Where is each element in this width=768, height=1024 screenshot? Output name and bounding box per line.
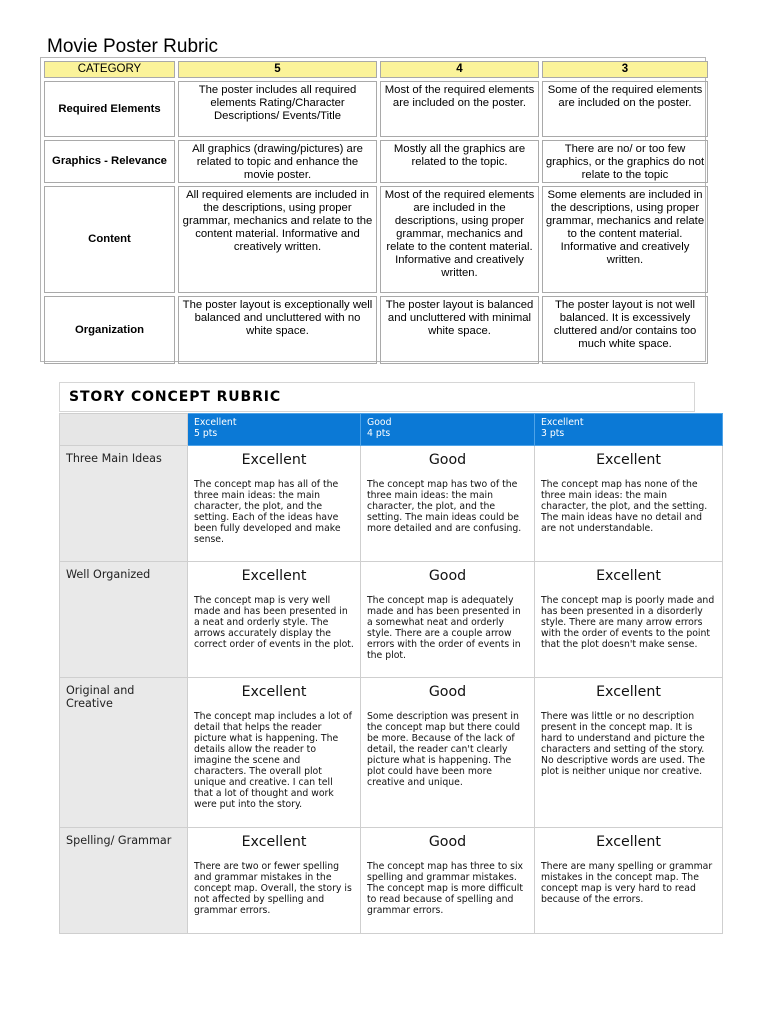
rating-label: Excellent bbox=[241, 452, 307, 468]
header-blank-cell bbox=[60, 414, 188, 446]
level-points: 4 pts bbox=[367, 428, 391, 439]
rating-label: Excellent bbox=[596, 568, 661, 584]
criterion-cell: Three Main Ideas bbox=[60, 446, 188, 562]
score-5-cell: The poster layout is exceptionally well balanced and uncluttered with no white space. bbox=[178, 296, 377, 364]
rating-label: Excellent bbox=[241, 568, 307, 584]
table-row bbox=[44, 296, 708, 364]
rating-cell bbox=[188, 828, 361, 934]
rating-cell bbox=[535, 828, 723, 934]
rating-description: The concept map is poorly made and has been presented in a disorderly style. There are many arrow errors with the order of events to the point that the plot doesn't make sense. bbox=[541, 595, 715, 650]
rating-cell bbox=[361, 678, 535, 828]
score-4-cell: The poster layout is balanced and uncluttered with minimal white space. bbox=[380, 296, 539, 364]
rating-label: Excellent bbox=[596, 452, 661, 468]
criterion-cell: Well Organized bbox=[60, 562, 188, 678]
score-3-cell: Some of the required elements are included on the poster. bbox=[542, 81, 708, 137]
score-3-cell: The poster layout is not well balanced. It is excessively cluttered and/or contains too much white space. bbox=[542, 296, 708, 364]
score-5-cell: The poster includes all required elements Rating/Character Descriptions/ Events/Title bbox=[178, 81, 377, 137]
rating-cell bbox=[535, 678, 723, 828]
rating-label: Excellent bbox=[241, 684, 307, 700]
score-5-cell: All required elements are included in the descriptions, using proper grammar, mechanics and relate to the content material. Informative and creatively written. bbox=[178, 186, 377, 293]
level-name: Excellent bbox=[194, 417, 237, 428]
movie-poster-rubric-table bbox=[41, 58, 711, 367]
rating-description: The concept map has all of the three main ideas: the main character, the plot, and the setting. Each of the ideas have been fully developed and make sense. bbox=[194, 479, 341, 545]
rating-description: There are many spelling or grammar mistakes in the concept map. The concept map is very hard to read because of the errors. bbox=[541, 861, 713, 905]
rating-description: The concept map includes a lot of detail that helps the reader picture what is happening. The details allow the reader to imagine the scene and characters. The overall plot unique and creative. I can tell that a lot of thought and work were put into the story. bbox=[194, 711, 352, 810]
rating-label: Excellent bbox=[596, 834, 661, 850]
category-cell: Organization bbox=[44, 296, 175, 364]
rating-label: Good bbox=[428, 568, 467, 584]
level-points: 5 pts bbox=[194, 428, 218, 439]
table-row bbox=[60, 828, 723, 934]
rating-description: Some description was present in the concept map but there could be more. Because of the lack of detail, the reader can't clearly picture what is happening. The plot could have been more creative and unique. bbox=[367, 711, 520, 788]
table-row bbox=[44, 140, 708, 183]
level-points: 3 pts bbox=[541, 428, 565, 439]
rating-description: The concept map is very well made and has been presented in a neat and orderly style. The arrows accurately display the correct order of events in the plot. bbox=[194, 595, 354, 650]
movie-poster-rubric-title: Movie Poster Rubric bbox=[47, 36, 219, 57]
rating-cell bbox=[361, 446, 535, 562]
rating-description: The concept map has three to six spelling and grammar mistakes. The concept map is more difficult to read because of spelling and grammar errors. bbox=[367, 861, 524, 916]
category-cell: Content bbox=[44, 186, 175, 293]
level-name: Good bbox=[367, 417, 392, 428]
table-row bbox=[44, 81, 708, 137]
rating-description: There was little or no description present in the concept map. It is hard to understand and picture the characters and setting of the story. No descriptive words are used. The plot is neither unique nor creative. bbox=[541, 711, 706, 777]
rating-description: The concept map has two of the three main ideas: the main character, the plot, and the setting. The main ideas could be more detailed and are confusing. bbox=[367, 479, 522, 534]
score-3-cell: Some elements are included in the descriptions, using proper grammar, mechanics and relate to the content material. Informative and creatively written. bbox=[542, 186, 708, 293]
score-4-cell: Most of the required elements are included on the poster. bbox=[380, 81, 539, 137]
table-row bbox=[60, 562, 723, 678]
category-cell: Required Elements bbox=[44, 81, 175, 137]
rating-label: Good bbox=[428, 684, 467, 700]
rating-label: Excellent bbox=[241, 834, 307, 850]
rating-cell bbox=[188, 562, 361, 678]
rating-description: There are two or fewer spelling and grammar mistakes in the concept map. Overall, the story is not affected by spelling and grammar errors. bbox=[194, 861, 352, 916]
rating-cell bbox=[535, 562, 723, 678]
category-cell: Graphics - Relevance bbox=[44, 140, 175, 183]
score-4-cell: Most of the required elements are included in the descriptions, using proper grammar, mechanics and relate to the content material. Informative and creatively written. bbox=[380, 186, 539, 293]
rating-label: Good bbox=[428, 834, 467, 850]
movie-poster-rubric-table-frame bbox=[40, 57, 706, 362]
header-score-3: 3 bbox=[542, 61, 708, 78]
table-header-row bbox=[44, 61, 708, 78]
score-5-cell: All graphics (drawing/pictures) are related to topic and enhance the movie poster. bbox=[178, 140, 377, 183]
rating-cell bbox=[188, 678, 361, 828]
level-header bbox=[361, 414, 535, 446]
table-row bbox=[44, 186, 708, 293]
rating-label: Excellent bbox=[596, 684, 661, 700]
level-header bbox=[535, 414, 723, 446]
rating-cell bbox=[188, 446, 361, 562]
rating-description: The concept map has none of the three main ideas: the main character, the plot, and the setting. The main ideas have no detail and are not understandable. bbox=[541, 479, 708, 534]
score-3-cell: There are no/ or too few graphics, or the graphics do not relate to the topic bbox=[542, 140, 708, 183]
rating-label: Good bbox=[428, 452, 467, 468]
story-concept-title-box bbox=[59, 382, 695, 412]
header-category: CATEGORY bbox=[44, 61, 175, 78]
criterion-cell: Spelling/ Grammar bbox=[60, 828, 188, 934]
header-score-4: 4 bbox=[380, 61, 539, 78]
rating-description: The concept map is adequately made and has been presented in a somewhat neat and orderly style. There are a couple arrow errors with the order of events in the plot. bbox=[367, 595, 521, 661]
score-4-cell: Mostly all the graphics are related to the topic. bbox=[380, 140, 539, 183]
table-row bbox=[60, 446, 723, 562]
criterion-cell: Original and Creative bbox=[60, 678, 188, 828]
rating-cell bbox=[535, 446, 723, 562]
rating-cell bbox=[361, 828, 535, 934]
story-concept-rubric-table bbox=[59, 413, 723, 934]
header-score-5: 5 bbox=[178, 61, 377, 78]
story-concept-rubric-title: STORY CONCEPT RUBRIC bbox=[69, 389, 282, 405]
level-header bbox=[188, 414, 361, 446]
table-row bbox=[60, 678, 723, 828]
table-header-row bbox=[60, 414, 723, 446]
level-name: Excellent bbox=[541, 417, 584, 428]
rating-cell bbox=[361, 562, 535, 678]
